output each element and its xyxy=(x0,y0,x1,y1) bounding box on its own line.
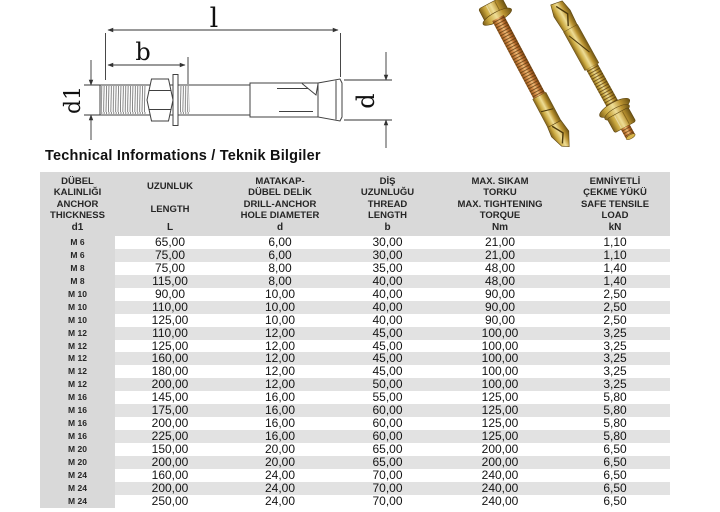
table-cell: 16,00 xyxy=(264,391,296,405)
row-header-cell: M 24 xyxy=(40,469,115,482)
table-cell: 45,00 xyxy=(372,326,403,340)
table-cell: 90,00 xyxy=(484,313,516,327)
label-d: d xyxy=(352,93,380,109)
table-cell: 90,00 xyxy=(484,287,516,301)
table-row xyxy=(40,469,670,482)
table-cell: 8,00 xyxy=(268,261,292,275)
table-row xyxy=(40,417,670,430)
table-cell: 24,00 xyxy=(264,494,296,508)
table-cell: 40,00 xyxy=(372,287,403,301)
table-cell: 5,80 xyxy=(603,391,627,405)
table-cell: 125,00 xyxy=(481,404,519,418)
table-cell: 100,00 xyxy=(481,326,519,340)
table-cell: 45,00 xyxy=(372,352,403,366)
column-header: MAX. SIKAM TORKU MAX. TIGHTENING TORQUE Nm xyxy=(457,175,543,233)
table-cell: 160,00 xyxy=(151,468,189,482)
table-cell: 60,00 xyxy=(372,430,403,443)
table-cell: 125,00 xyxy=(481,430,519,443)
table-cell: 5,80 xyxy=(603,417,627,431)
table-cell: 45,00 xyxy=(372,365,403,379)
row-header-cell: M 8 xyxy=(40,275,115,288)
row-header-cell: M 24 xyxy=(40,482,115,495)
table-cell: 16,00 xyxy=(264,417,296,431)
hex-nut xyxy=(147,79,173,121)
table-row xyxy=(40,327,670,340)
table-cell: 125,00 xyxy=(481,417,519,431)
table-cell: 6,50 xyxy=(603,468,627,482)
table-cell: 40,00 xyxy=(372,300,403,314)
table-cell: 240,00 xyxy=(481,481,519,495)
table-cell: 65,00 xyxy=(372,443,403,456)
table-cell: 6,00 xyxy=(268,236,292,249)
table-body xyxy=(40,236,670,508)
table-cell: 8,00 xyxy=(268,274,292,288)
table-cell: 40,00 xyxy=(372,313,403,327)
table-cell: 16,00 xyxy=(264,404,296,418)
table-cell: 75,00 xyxy=(154,261,186,275)
table-cell: 125,00 xyxy=(151,339,189,353)
table-cell: 70,00 xyxy=(372,494,403,508)
table-cell: 48,00 xyxy=(484,274,516,288)
row-header-cell: M 12 xyxy=(40,340,115,353)
table-cell: 24,00 xyxy=(264,468,296,482)
row-header-cell: M 12 xyxy=(40,365,115,378)
column-header: MATAKAP- DÜBEL DELİK DRILL-ANCHOR HOLE DIAMETER d xyxy=(240,175,320,233)
row-header-cell: M 12 xyxy=(40,327,115,340)
table-row xyxy=(40,378,670,391)
table-cell: 5,80 xyxy=(603,430,627,443)
row-header-cell: M 6 xyxy=(40,249,115,262)
table-cell: 3,25 xyxy=(603,365,627,379)
table-cell: 20,00 xyxy=(264,455,296,469)
table-cell: 65,00 xyxy=(372,455,403,469)
table-row xyxy=(40,352,670,365)
table-cell: 2,50 xyxy=(603,300,627,314)
table-cell: 30,00 xyxy=(372,236,403,249)
table-cell: 12,00 xyxy=(264,378,296,392)
table-cell: 65,00 xyxy=(154,236,186,249)
table-row xyxy=(40,314,670,327)
row-header-cell: M 10 xyxy=(40,301,115,314)
table-cell: 10,00 xyxy=(264,300,296,314)
table-cell: 115,00 xyxy=(152,274,188,288)
table-cell: 200,00 xyxy=(151,481,189,495)
column-header: DİŞ UZUNLUĞU THREAD LENGTH b xyxy=(360,175,415,233)
table-cell: 200,00 xyxy=(151,455,189,469)
table-cell: 180,00 xyxy=(151,365,189,379)
table-cell: 24,00 xyxy=(264,481,296,495)
table-cell: 30,00 xyxy=(372,248,403,262)
table-cell: 50,00 xyxy=(372,378,403,392)
table-row xyxy=(40,301,670,314)
table-cell: 100,00 xyxy=(481,339,519,353)
table-row xyxy=(40,456,670,469)
table-cell: 21,00 xyxy=(484,248,516,262)
row-header-cell: M 10 xyxy=(40,314,115,327)
table-cell: 100,00 xyxy=(481,378,519,392)
table-cell: 110,00 xyxy=(152,326,188,340)
row-header-cell: M 24 xyxy=(40,495,115,508)
row-header-cell: M 12 xyxy=(40,378,115,391)
product-photo xyxy=(440,0,690,170)
table-cell: 200,00 xyxy=(481,455,519,469)
table-cell: 145,00 xyxy=(151,391,189,405)
table-cell: 125,00 xyxy=(481,391,519,405)
table-row xyxy=(40,404,670,417)
table-cell: 125,00 xyxy=(151,313,189,327)
table-cell: 70,00 xyxy=(372,481,403,495)
table-cell: 3,25 xyxy=(603,378,627,392)
table-cell: 1,40 xyxy=(603,261,627,275)
table-row xyxy=(40,275,670,288)
table-cell: 200,00 xyxy=(151,417,189,431)
table-row xyxy=(40,262,670,275)
table-cell: 75,00 xyxy=(154,248,186,262)
table-header xyxy=(40,172,670,236)
column-header: DÜBEL KALINLIĞI ANCHOR THICKNESS d1 xyxy=(50,175,105,233)
table-cell: 70,00 xyxy=(372,468,403,482)
table-cell: 55,00 xyxy=(372,391,403,405)
table-cell: 60,00 xyxy=(372,404,403,418)
table-cell: 6,50 xyxy=(603,481,627,495)
label-b: b xyxy=(135,38,151,66)
table-row xyxy=(40,340,670,353)
data-table xyxy=(40,172,670,508)
table-cell: 48,00 xyxy=(484,261,516,275)
table-cell: 16,00 xyxy=(264,430,296,443)
table-cell: 20,00 xyxy=(264,443,296,456)
row-header-cell: M 6 xyxy=(40,236,115,249)
table-cell: 12,00 xyxy=(264,339,296,353)
row-header-cell: M 16 xyxy=(40,417,115,430)
table-cell: 5,80 xyxy=(603,404,627,418)
row-header-cell: M 12 xyxy=(40,352,115,365)
row-header-cell: M 10 xyxy=(40,288,115,301)
table-cell: 6,50 xyxy=(603,494,627,508)
table-cell: 160,00 xyxy=(151,352,189,366)
table-cell: 2,50 xyxy=(603,287,627,301)
column-header: EMNİYETLİ ÇEKME YÜKÜ SAFE TENSILE LOAD kN xyxy=(580,175,650,233)
table-row xyxy=(40,236,670,249)
table-cell: 240,00 xyxy=(481,494,519,508)
table-cell: 1,10 xyxy=(603,248,627,262)
table-cell: 100,00 xyxy=(481,365,519,379)
table-cell: 21,00 xyxy=(484,236,516,249)
table-cell: 10,00 xyxy=(264,287,296,301)
table-cell: 200,00 xyxy=(481,443,519,456)
table-cell: 200,00 xyxy=(151,378,189,392)
table-row xyxy=(40,482,670,495)
technical-drawing xyxy=(0,0,440,150)
table-cell: 175,00 xyxy=(151,404,189,418)
table-cell: 6,50 xyxy=(603,455,627,469)
table-cell: 240,00 xyxy=(481,468,519,482)
table-cell: 2,50 xyxy=(603,313,627,327)
table-cell: 6,50 xyxy=(603,443,627,456)
table-cell: 3,25 xyxy=(603,339,627,353)
label-d1: d1 xyxy=(61,85,86,115)
table-cell: 100,00 xyxy=(481,352,519,366)
label-l: l xyxy=(209,3,219,34)
table-cell: 60,00 xyxy=(372,417,403,431)
table-cell: 110,00 xyxy=(152,300,188,314)
table-cell: 1,10 xyxy=(603,236,627,249)
table-cell: 12,00 xyxy=(264,352,296,366)
table-row xyxy=(40,495,670,508)
row-header-cell: M 8 xyxy=(40,262,115,275)
table-cell: 150,00 xyxy=(151,443,189,456)
washer xyxy=(173,75,178,126)
row-header-cell: M 16 xyxy=(40,430,115,443)
table-row xyxy=(40,430,670,443)
table-cell: 6,00 xyxy=(268,248,292,262)
table-cell: 40,00 xyxy=(372,274,403,288)
row-header-cell: M 16 xyxy=(40,404,115,417)
table-cell: 90,00 xyxy=(484,300,516,314)
table-row xyxy=(40,288,670,301)
table-cell: 90,00 xyxy=(154,287,186,301)
row-header-cell: M 16 xyxy=(40,391,115,404)
table-cell: 3,25 xyxy=(603,326,627,340)
table-row xyxy=(40,365,670,378)
table-cell: 225,00 xyxy=(151,430,189,443)
table-row xyxy=(40,443,670,456)
table-cell: 12,00 xyxy=(264,365,296,379)
table-cell: 3,25 xyxy=(603,352,627,366)
anchor-outline xyxy=(100,75,342,126)
row-header-cell: M 20 xyxy=(40,456,115,469)
wedge-cone xyxy=(318,79,342,121)
table-cell: 12,00 xyxy=(264,326,296,340)
table-cell: 250,00 xyxy=(151,494,189,508)
table-row xyxy=(40,249,670,262)
page-title: Technical Informations / Teknik Bilgiler xyxy=(45,148,321,164)
table-cell: 10,00 xyxy=(264,313,296,327)
table-cell: 35,00 xyxy=(372,261,403,275)
row-header-cell: M 20 xyxy=(40,443,115,456)
table-row xyxy=(40,391,670,404)
table-cell: 1,40 xyxy=(603,274,627,288)
column-header: UZUNLUK LENGTH L xyxy=(147,181,193,233)
table-cell: 45,00 xyxy=(372,339,403,353)
